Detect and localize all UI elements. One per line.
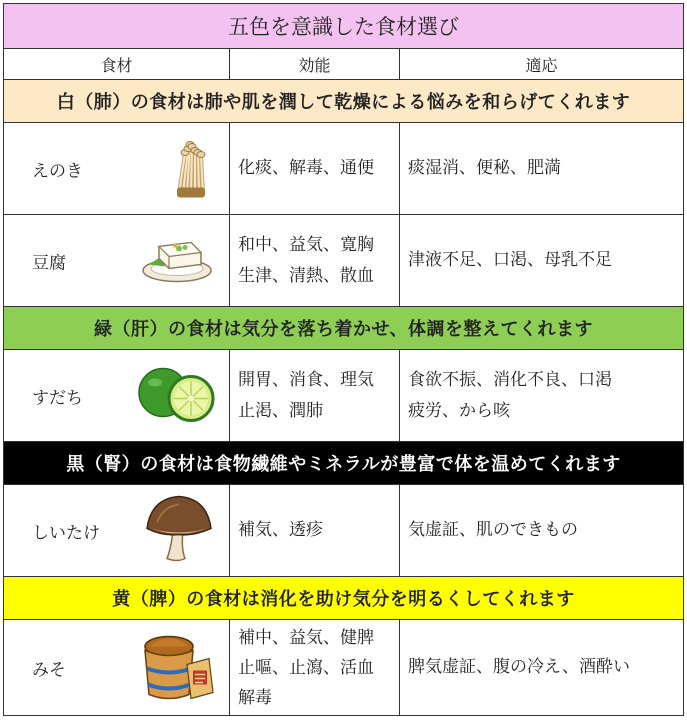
effects-line: 解毒: [238, 687, 272, 708]
indications-cell: [400, 620, 684, 716]
food-colors-sheet: [3, 3, 683, 716]
header-food: 食材: [4, 49, 230, 80]
header-effects: 効能: [230, 49, 400, 80]
indications-line: 気虚証、肌のできもの: [408, 520, 578, 540]
food-cell: [4, 350, 230, 442]
table-row: [4, 620, 684, 716]
section-band-white: [4, 80, 684, 123]
header-row: [4, 49, 684, 80]
indications-cell: [400, 350, 684, 442]
header-indications: 適応: [400, 49, 684, 80]
indications-line: 疲労、から咳: [408, 400, 510, 421]
effects-line: 生津、清熱、散血: [238, 265, 374, 286]
indications-cell: [400, 485, 684, 577]
band-text: 緑（肝）の食材は気分を落ち着かせ、体調を整えてくれます: [4, 307, 684, 350]
food-name: 豆腐: [32, 253, 66, 273]
indications-line: 食欲不振、消化不良、口渇: [408, 369, 612, 390]
band-text: 黄（脾）の食材は消化を助け気分を明るくしてくれます: [4, 577, 684, 620]
section-band-black: [4, 442, 684, 485]
table-row: [4, 350, 684, 442]
sudachi-icon: [135, 358, 215, 433]
miso-icon: [137, 628, 215, 707]
effects-cell: [230, 620, 400, 716]
food-name: しいたけ: [32, 523, 100, 543]
food-cell: [4, 620, 230, 716]
food-cell: [4, 215, 230, 307]
table-row: [4, 123, 684, 215]
effects-line: 和中、益気、寛胸: [238, 234, 374, 255]
effects-cell: [230, 350, 400, 442]
shiitake-icon: [143, 492, 215, 569]
indications-cell: [400, 215, 684, 307]
effects-cell: [230, 215, 400, 307]
food-name: えのき: [32, 161, 83, 181]
effects-cell: [230, 123, 400, 215]
enoki-icon: [165, 131, 215, 206]
effects-line: 止嘔、止瀉、活血: [238, 657, 374, 678]
effects-line: 補気、透疹: [238, 520, 323, 540]
effects-line: 開胃、消食、理気: [238, 369, 374, 390]
food-name: すだち: [32, 388, 83, 408]
food-cell: [4, 123, 230, 215]
indications-line: 痰湿消、便秘、肥満: [408, 158, 561, 178]
section-band-green: [4, 307, 684, 350]
food-cell: [4, 485, 230, 577]
table-title: 五色を意識した食材選び: [4, 4, 684, 49]
effects-line: 止渇、潤肺: [238, 400, 323, 421]
effects-line: 化痰、解毒、通便: [238, 158, 374, 178]
indications-line: 津液不足、口渇、母乳不足: [408, 250, 612, 270]
effects-cell: [230, 485, 400, 577]
food-table: [3, 3, 684, 716]
table-row: [4, 215, 684, 307]
section-band-yellow: [4, 577, 684, 620]
food-name: みそ: [32, 660, 66, 680]
indications-cell: [400, 123, 684, 215]
band-text: 黒（腎）の食材は食物繊維やミネラルが豊富で体を温めてくれます: [4, 442, 684, 485]
indications-line: 脾気虚証、腹の冷え、酒酔い: [408, 657, 631, 677]
table-row: [4, 485, 684, 577]
tofu-icon: [139, 232, 215, 289]
effects-line: 補中、益気、健脾: [238, 627, 374, 648]
band-text: 白（肺）の食材は肺や肌を潤して乾燥による悩みを和らげてくれます: [4, 80, 684, 123]
